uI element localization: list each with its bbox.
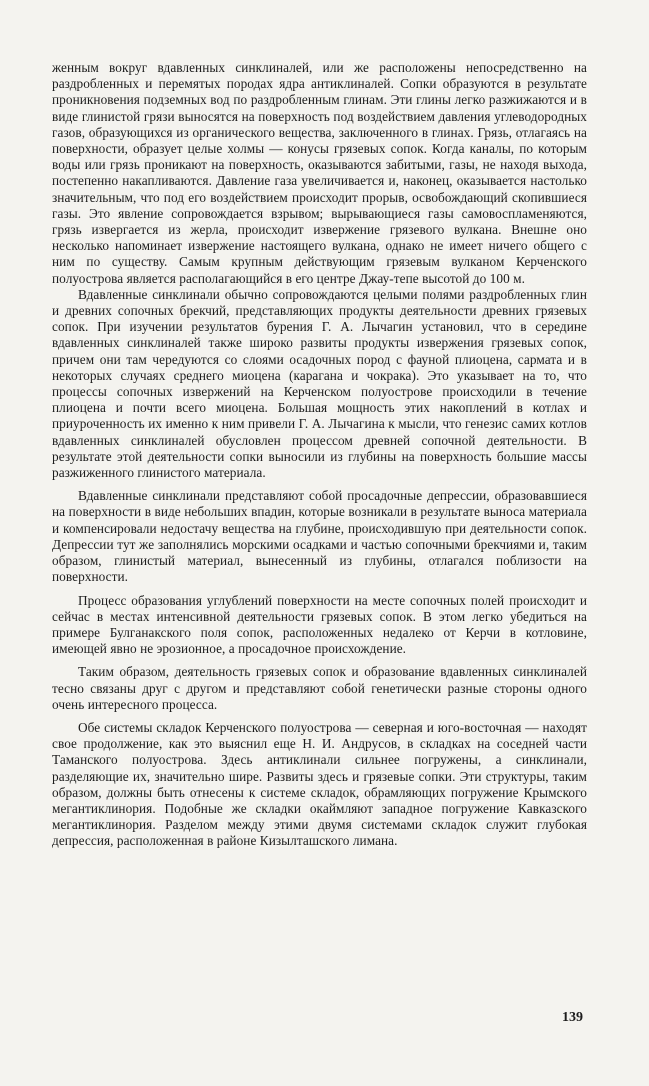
paragraph-conclusion: Таким образом, деятельность грязевых сопок и образование вдавленных синклиналей тесно связаны друг с другом и представляют собой генетически разные стороны одного очень интересного процесса. <box>52 664 587 712</box>
page-number: 139 <box>562 1010 583 1025</box>
page-body <box>52 60 587 850</box>
paragraph-fold-systems: Обе системы складок Керченского полуострова — северная и юго-восточная — находят свое продолжение, как это выяснил еще Н. И. Андрусов, в складках на соседней части Таманского полуострова. Здесь антиклинали сильнее погружены, а синклинали, разделяющие их, значительно шире. Развиты здесь и грязевые сопки. Эти структуры, таким образом, должны быть отнесены к системе складок, обрамляющих погружение Крымского мегантиклинория. Подобные же складки окаймляют западное погружение Кавказского мегантиклинория. Разделом между этими двумя системами складок служит глубокая депрессия, расположенная в районе Кизылташского лимана. <box>52 719 587 849</box>
paragraph-bulganak-field: Процесс образования углублений поверхности на месте сопочных полей происходит и сейчас в местах интенсивной деятельности грязевых сопок. В этом легко убедиться на примере Булганакского поля сопок, расположенных недалеко от Керчи в котловине, имеющей явно не эрозионное, а просадочное происхождение. <box>52 592 587 657</box>
paragraph-mud-volcano-formation: женным вокруг вдавленных синклиналей, или же расположены непосредственно на раздробленных и перемятых породах ядра антиклиналей. Сопки образуются в результате проникновения подземных вод по раздробленным глинам. Эти глины легко разжижаются и в виде глинистой грязи выносятся на поверхность под воздействием давления углеводородных газов, образующихся из органического вещества, заключенного в глинах. Грязь, отлагаясь на поверхности, образует целые холмы — конусы грязевых сопок. Когда каналы, по которым воды или грязь проникают на поверхность, оказываются забитыми, газы, не находя выхода, постепенно накапливаются. Давление газа увеличивается и, наконец, оказывается настолько значительным, что под его воздействием происходит прорыв, освобождающий скопившиеся газы. Это явление сопровождается взрывом; вырывающиеся газы самовоспламеняются, грязь извергается из жерла, происходит извержение грязевого вулкана. Внешне оно несколько напоминает извержение настоящего вулкана, однако не имеет ничего общего с ним по существу. Самым крупным действующим грязевым вулканом Керченского полуострова является располагающийся в его центре Джау-тепе высотой до 100 м. <box>52 60 587 286</box>
paragraph-subsidence-depressions: Вдавленные синклинали представляют собой просадочные депрессии, образовавшиеся на поверхности в виде небольших впадин, которые возникали в результате выноса материала и компенсировали недостачу вещества на глубине, происходившую при деятельности сопок. Депрессии тут же заполнялись морскими осадками и частью сопочными брекчиями и, таким образом, глинистый материал, вынесенный из глубины, отлагался поблизости на поверхности. <box>52 488 587 585</box>
paragraph-depressed-synclines-breccias: Вдавленные синклинали обычно сопровождаются целыми полями раздробленных глин и древних сопочных брекчий, представляющих продукты деятельности древних грязевых сопок. При изучении результатов бурения Г. А. Лычагин установил, что в середине вдавленных синклиналей также широко развиты продукты извержения грязевых сопок, причем они там чередуются со слоями осадочных пород с фауной плиоцена, сармата и в некоторых случаях среднего миоцена (карагана и чокрака). Это указывает на то, что процессы сопочных извержений на Керченском полуострове происходили в течение плиоцена и почти всего миоцена. Большая мощность этих накоплений в котлах и приуроченность их именно к ним привели Г. А. Лычагина к мысли, что генезис самих котлов вдавленных синклиналей обусловлен процессом древней сопочной деятельности. В результате этой деятельности сопки выносили из глубины на поверхность большие массы разжиженного глинистого материала. <box>52 286 587 481</box>
